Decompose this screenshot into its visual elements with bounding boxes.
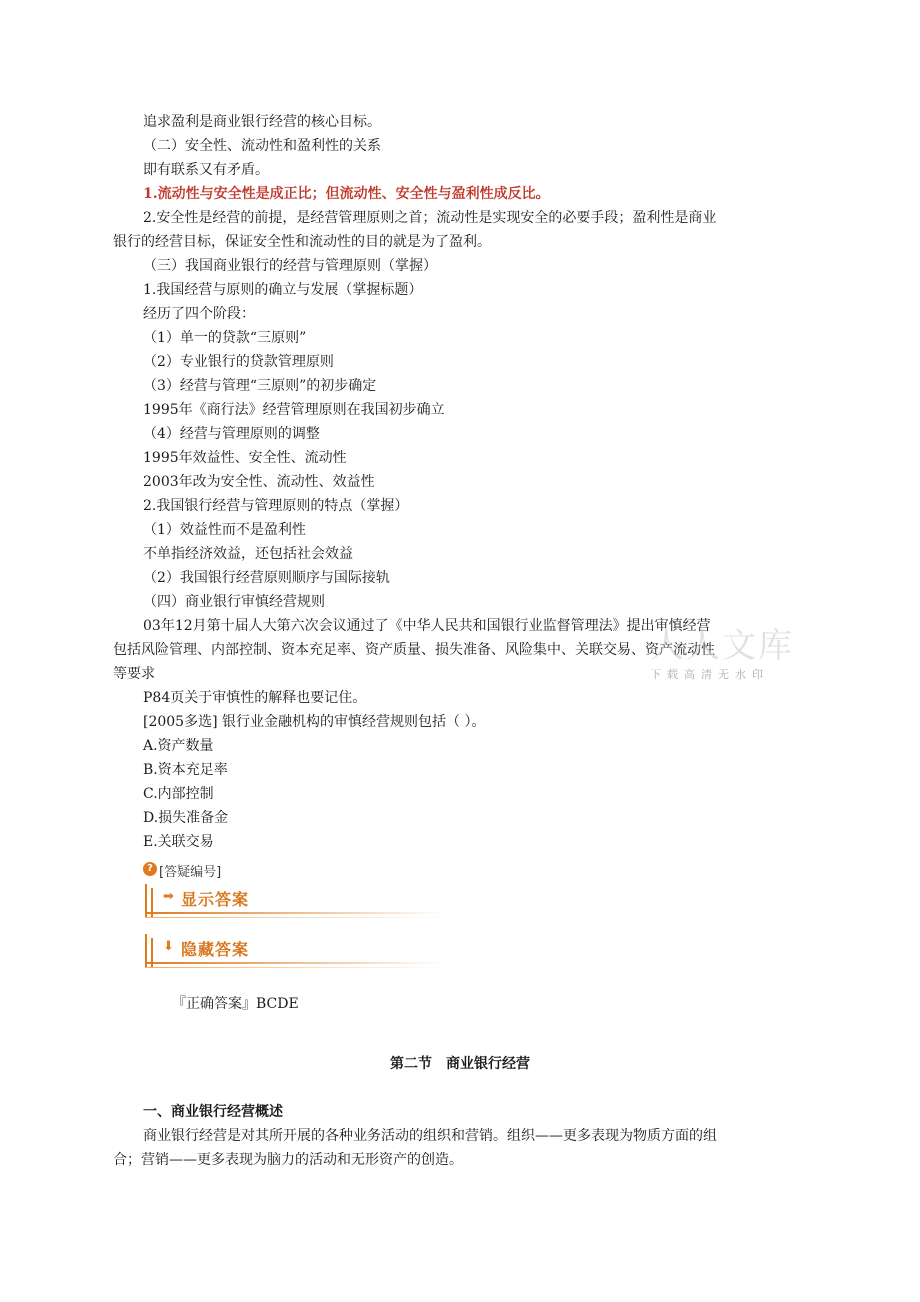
option-c: C.内部控制 (143, 786, 214, 802)
question-stem: [2005多选] 银行业金融机构的审慎经营规则包括（ ）。 (143, 714, 486, 730)
paragraph: P84页关于审慎性的解释也要记住。 (143, 690, 367, 706)
divider (145, 912, 445, 914)
arrow-right-icon: ➡ (163, 889, 174, 904)
paragraph: 等要求 (113, 666, 155, 682)
qa-reference-link[interactable]: [答疑编号] (159, 865, 222, 880)
paragraph: （四）商业银行审慎经营规则 (143, 594, 325, 610)
divider (145, 962, 445, 964)
paragraph: （3）经营与管理“三原则”的初步确定 (143, 378, 377, 394)
show-answer-button[interactable] (145, 884, 445, 920)
divider (145, 967, 445, 968)
option-a: A.资产数量 (143, 738, 214, 754)
watermark-title: 人人文库 (650, 626, 794, 666)
paragraph: （2）专业银行的贷款管理原则 (143, 354, 334, 370)
divider (145, 917, 445, 918)
option-d: D.损失准备金 (143, 810, 229, 826)
paragraph: 2.安全性是经营的前提，是经营管理原则之首；流动性是实现安全的必要手段；盈利性是商业 (143, 210, 717, 226)
paragraph: 追求盈利是商业银行经营的核心目标。 (143, 114, 381, 130)
paragraph: 2003年改为安全性、流动性、效益性 (143, 474, 375, 490)
paragraph: （4）经营与管理原则的调整 (143, 426, 320, 442)
paragraph: （1）单一的贷款“三原则” (143, 330, 307, 346)
watermark (650, 618, 794, 681)
paragraph: （二）安全性、流动性和盈利性的关系 (143, 138, 381, 154)
paragraph: 1995年效益性、安全性、流动性 (143, 450, 347, 466)
paragraph: 合；营销——更多表现为脑力的活动和无形资产的创造。 (113, 1152, 463, 1168)
paragraph: 1.我国经营与原则的确立与发展（掌握标题） (143, 282, 423, 298)
subsection-title: 一、商业银行经营概述 (143, 1104, 283, 1120)
paragraph: 2.我国银行经营与管理原则的特点（掌握） (143, 498, 409, 514)
paragraph: 商业银行经营是对其所开展的各种业务活动的组织和营销。组织——更多表现为物质方面的组 (143, 1128, 717, 1144)
question-icon[interactable]: ? (143, 862, 157, 876)
show-answer-label: 显示答案 (181, 890, 250, 909)
hide-answer-button[interactable] (145, 934, 445, 970)
option-b: B.资本充足率 (143, 762, 228, 778)
paragraph: 包括风险管理、内部控制、资本充足率、资产质量、损失准备、风险集中、关联交易、资产流动性 (113, 642, 715, 658)
hide-answer-label: 隐藏答案 (181, 940, 250, 959)
highlighted-paragraph: 1.流动性与安全性是成正比；但流动性、安全性与盈利性成反比。 (143, 186, 550, 202)
paragraph: （2）我国银行经营原则顺序与国际接轨 (143, 570, 390, 586)
paragraph: 银行的经营目标，保证安全性和流动性的目的就是为了盈利。 (113, 234, 491, 250)
section-title: 第二节 商业银行经营 (390, 1056, 530, 1072)
paragraph: 经历了四个阶段： (143, 306, 255, 322)
paragraph: 即有联系又有矛盾。 (143, 162, 269, 178)
watermark-subtitle: 下载高清无水印 (650, 668, 769, 681)
paragraph: 03年12月第十届人大第六次会议通过了《中华人民共和国银行业监督管理法》提出审慎经营 (143, 618, 711, 634)
paragraph: （1）效益性而不是盈利性 (143, 522, 306, 538)
paragraph: 不单指经济效益，还包括社会效益 (143, 546, 353, 562)
paragraph: （三）我国商业银行的经营与管理原则（掌握） (143, 258, 437, 274)
correct-answer: 『正确答案』BCDE (172, 996, 299, 1012)
arrow-down-icon: ⬇ (163, 939, 174, 954)
option-e: E.关联交易 (143, 834, 214, 850)
paragraph: 1995年《商行法》经营管理原则在我国初步确立 (143, 402, 445, 418)
